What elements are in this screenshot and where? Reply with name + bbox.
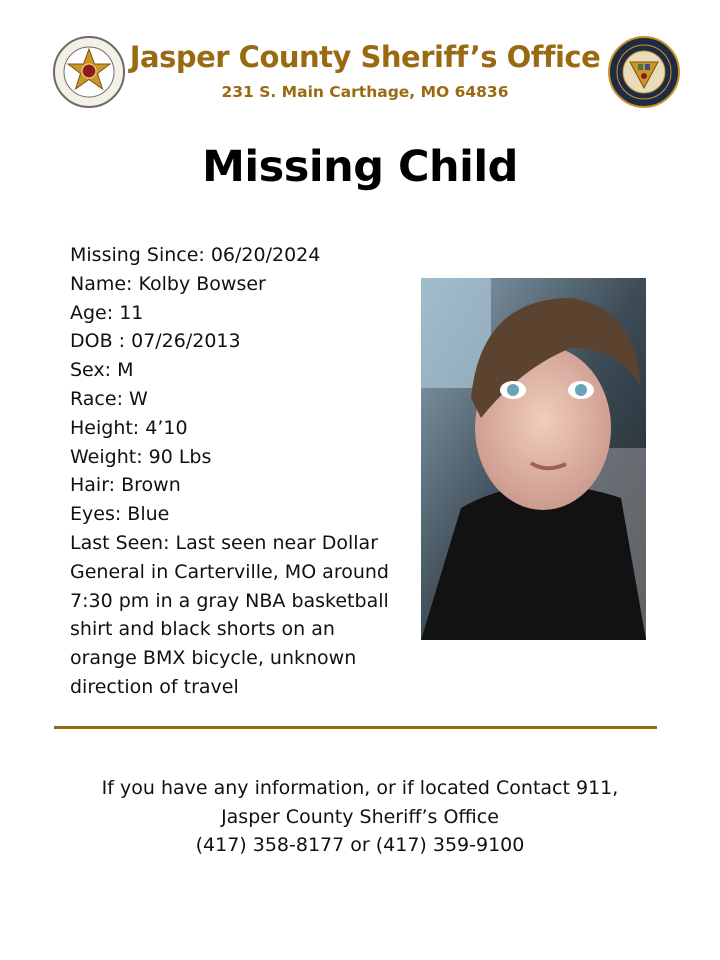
missing-person-details bbox=[70, 241, 410, 702]
divider bbox=[54, 726, 657, 729]
weight-field: Weight: 90 Lbs bbox=[70, 445, 212, 468]
missing-since: Missing Since: 06/20/2024 bbox=[70, 244, 321, 266]
race-field: Race: W bbox=[70, 387, 148, 410]
contact-phone-numbers: (417) 358-8177 or (417) 359-9100 bbox=[195, 834, 525, 856]
age-field: Age: 11 bbox=[70, 301, 144, 324]
office-address: 231 S. Main Carthage, MO 64836 bbox=[221, 83, 509, 101]
child-photo bbox=[421, 278, 646, 640]
hair-field: Hair: Brown bbox=[70, 474, 181, 497]
page-title: Missing Child bbox=[202, 142, 518, 192]
county-seal-logo bbox=[608, 36, 680, 108]
sex-field: Sex: M bbox=[70, 359, 134, 382]
dob-field: DOB : 07/26/2013 bbox=[70, 330, 241, 353]
eyes-field: Eyes: Blue bbox=[70, 503, 170, 526]
name-field: Name: Kolby Bowser bbox=[70, 272, 266, 295]
height-field: Height: 4’10 bbox=[70, 416, 188, 439]
contact-info bbox=[0, 774, 720, 860]
last-seen-field: Last Seen: Last seen near Dollar General in Carterville, MO around 7:30 pm in a gray NBA basketball shirt and black shorts on an orange BMX bicycle, unknown direction of travel bbox=[70, 531, 389, 698]
office-name: Jasper County Sheriff’s Office bbox=[129, 40, 601, 74]
sheriff-seal-logo bbox=[53, 36, 125, 108]
contact-line-1: If you have any information, or if located Contact 911, bbox=[101, 777, 619, 799]
contact-line-2: Jasper County Sheriff’s Office bbox=[221, 805, 499, 828]
